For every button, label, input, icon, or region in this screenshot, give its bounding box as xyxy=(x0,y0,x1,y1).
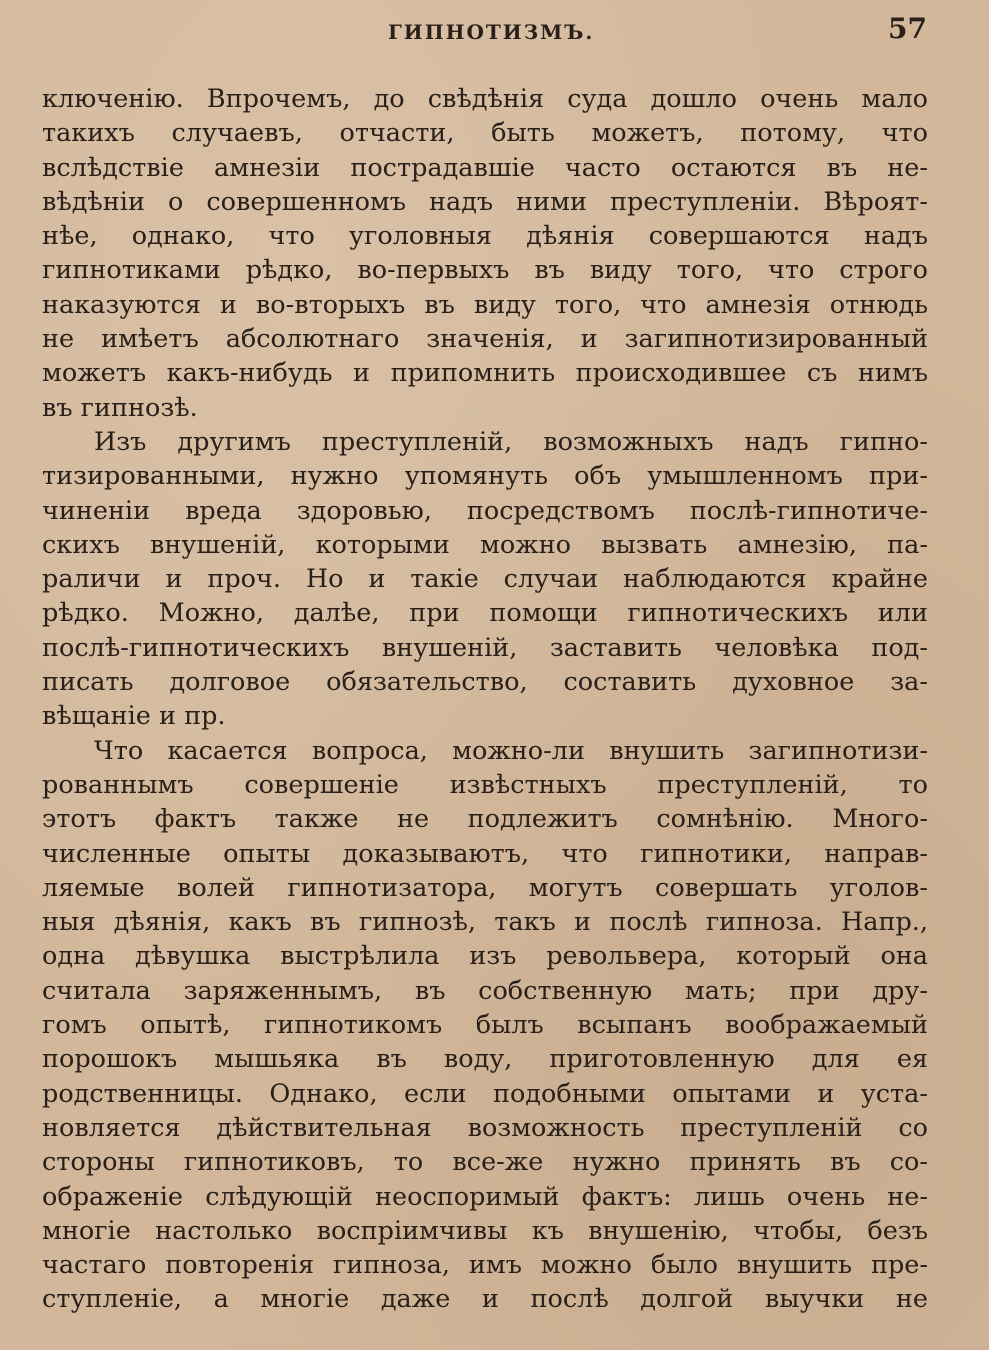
text-line: вслѣдствіе амнезіи пострадавшіе часто остаются въ не- xyxy=(42,152,928,183)
text-line: рѣдко. Можно, далѣе, при помощи гипнотическихъ или xyxy=(42,598,928,629)
text-line: стороны гипнотиковъ, то все-же нужно принять въ со- xyxy=(42,1147,928,1178)
text-line: раличи и проч. Но и такіе случаи наблюдаются крайне xyxy=(42,564,928,595)
text-line: ображеніе слѣдующій неоспоримый фактъ: лишь очень не- xyxy=(42,1181,928,1212)
text-line: гипнотиками рѣдко, во-первыхъ въ виду того, что строго xyxy=(42,255,928,286)
text-line: рованнымъ совершеніе извѣстныхъ преступленій, то xyxy=(42,769,928,800)
text-line: ныя дѣянія, какъ въ гипнозѣ, такъ и послѣ гипноза. Напр., xyxy=(42,907,928,938)
text-line: этотъ фактъ также не подлежитъ сомнѣнію. Много- xyxy=(42,804,928,835)
text-line: численные опыты доказываютъ, что гипнотики, направ- xyxy=(42,838,928,869)
text-line: тизированными, нужно упомянуть объ умышленномъ при- xyxy=(42,461,928,492)
text-line: чиненіи вреда здоровью, посредствомъ послѣ-гипнотиче- xyxy=(42,495,928,526)
text-line: ляемые волей гипнотизатора, могутъ совершать уголов- xyxy=(42,872,928,903)
text-line: новляется дѣйствительная возможность преступленій со xyxy=(42,1112,928,1143)
text-line: вѣщаніе и пр. xyxy=(42,701,226,732)
running-head xyxy=(0,8,989,58)
text-line: Что касается вопроса, можно-ли внушить загипнотизи- xyxy=(94,735,928,766)
text-line: порошокъ мышьяка въ воду, приготовленную для ея xyxy=(42,1044,928,1075)
text-line: гомъ опытѣ, гипнотикомъ былъ всыпанъ воображаемый xyxy=(42,1010,928,1041)
text-line: одна дѣвушка выстрѣлила изъ револьвера, который она xyxy=(42,941,928,972)
text-line: ступленіе, а многіе даже и послѣ долгой выучки не xyxy=(42,1284,928,1315)
body-text xyxy=(42,82,928,1317)
text-line: ключенію. Впрочемъ, до свѣдѣнія суда дошло очень мало xyxy=(42,84,928,114)
text-line: такихъ случаевъ, отчасти, быть можетъ, потому, что xyxy=(42,118,928,149)
text-line: родственницы. Однако, если подобными опытами и уста- xyxy=(42,1078,928,1109)
text-line: не имѣетъ абсолютнаго значенія, и загипнотизированный xyxy=(42,324,928,355)
text-line: считала заряженнымъ, въ собственную мать; при дру- xyxy=(42,975,928,1006)
text-line: вѣдѣніи о совершенномъ надъ ними преступленіи. Вѣроят- xyxy=(42,186,928,217)
page-number: 57 xyxy=(888,12,927,45)
text-line: нѣе, однако, что уголовныя дѣянія совершаются надъ xyxy=(42,221,928,252)
text-line: многіе настолько воспріимчивы къ внушенію, чтобы, безъ xyxy=(42,1215,928,1246)
text-line: въ гипнозѣ. xyxy=(42,392,198,423)
text-line: писать долговое обязательство, составить духовное за- xyxy=(42,667,928,698)
running-title: ГИПНОТИЗМЪ. xyxy=(388,20,595,44)
text-line: послѣ-гипнотическихъ внушеній, заставить человѣка под- xyxy=(42,632,928,663)
text-line: Изъ другимъ преступленій, возможныхъ надъ гипно- xyxy=(94,426,928,457)
text-line: можетъ какъ-нибудь и припомнить происходившее съ нимъ xyxy=(42,358,928,389)
text-line: скихъ внушеній, которыми можно вызвать амнезію, па- xyxy=(42,529,928,560)
text-line: частаго повторенія гипноза, имъ можно было внушить пре- xyxy=(42,1250,928,1281)
text-line: наказуются и во-вторыхъ въ виду того, что амнезія отнюдь xyxy=(42,289,928,320)
